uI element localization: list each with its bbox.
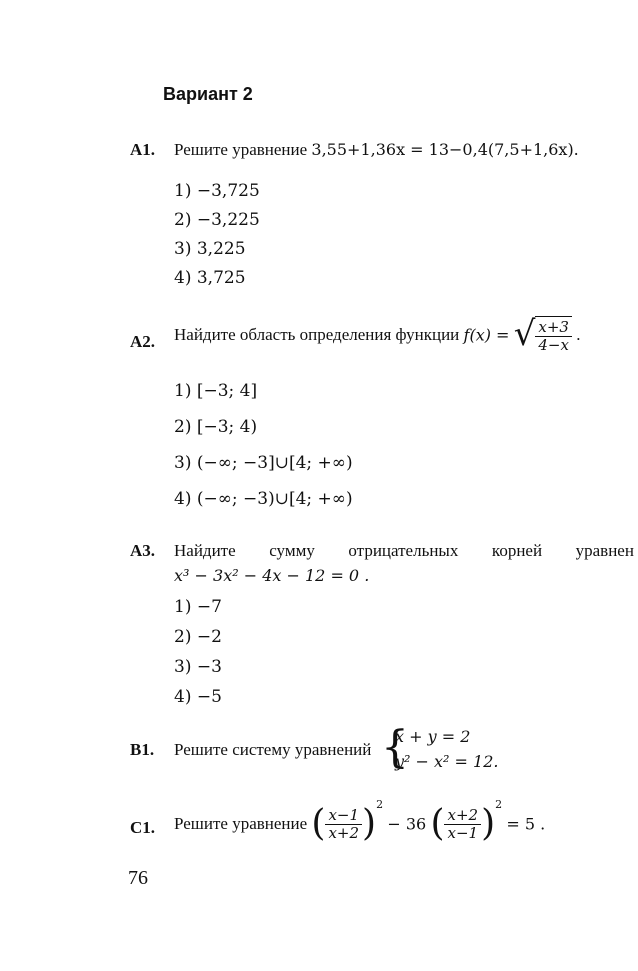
- fraction-c1-second-denominator: x−1: [447, 823, 479, 842]
- problem-a3-word: Найдите: [174, 541, 236, 560]
- problem-c1-tail: = 5 .: [506, 814, 546, 834]
- problem-a3-word: отрицательных: [348, 541, 459, 560]
- fraction-c1-second-numerator: x+2: [444, 807, 481, 825]
- answer-a2-2: 2) [−3; 4): [174, 417, 258, 437]
- problem-number-b1: B1.: [130, 740, 155, 759]
- problem-a2-text: Найдите область определения функции: [174, 325, 460, 344]
- fraction-c1-first-denominator: x+2: [328, 823, 360, 842]
- answer-a1-2: 2) −3,225: [174, 210, 260, 230]
- page-number: 76: [128, 867, 148, 889]
- problem-c1-text: Решите уравнение: [174, 814, 308, 834]
- problem-number-a1: A1.: [130, 140, 156, 159]
- problem-b1-text: Решите систему уравнений: [174, 740, 372, 759]
- problem-a1-text: Решите уравнение: [174, 140, 308, 159]
- variant-title: Вариант 2: [163, 84, 253, 104]
- problem-a1-equation: 3,55+1,36x = 13−0,4(7,5+1,6x).: [311, 140, 579, 159]
- answer-a2-3: 3) (−∞; −3]∪[4; +∞): [174, 453, 353, 473]
- answer-a1-1: 1) −3,725: [174, 181, 260, 201]
- left-paren: (: [430, 803, 445, 845]
- fraction-a2-numerator: x+3: [535, 319, 572, 337]
- problem-a2-func: f(x) =: [463, 325, 510, 345]
- problem-a3-word: сумму: [269, 541, 315, 560]
- right-paren: ): [362, 803, 377, 845]
- sqrt-body: [535, 316, 572, 354]
- answer-a2-4: 4) (−∞; −3)∪[4; +∞): [174, 489, 353, 509]
- system-equation-2: y² − x² = 12.: [395, 752, 499, 771]
- fraction-a2: [535, 319, 572, 354]
- problem-a3-text: [174, 541, 634, 561]
- fraction-a2-denominator: 4−x: [538, 336, 569, 354]
- sqrt-expression: [514, 316, 572, 354]
- answer-a3-2: 2) −2: [174, 627, 222, 647]
- problem-a2-statement: [174, 316, 580, 354]
- sqrt-icon: √: [513, 314, 536, 354]
- problem-a2-tail: .: [576, 325, 581, 344]
- problem-a3-word: уравнен: [575, 541, 634, 560]
- answer-a3-1: 1) −7: [174, 597, 222, 617]
- problem-a1-statement: [174, 140, 579, 160]
- answer-a3-4: 4) −5: [174, 687, 222, 707]
- answer-a3-3: 3) −3: [174, 657, 222, 677]
- problem-number-a3: A3.: [130, 541, 156, 560]
- problem-a3-word: корней: [491, 541, 543, 560]
- fraction-c1-first-numerator: x−1: [325, 807, 362, 825]
- problem-number-a2: A2.: [130, 332, 156, 351]
- brace-icon: {: [381, 722, 409, 773]
- problem-c1-statement: [174, 798, 546, 845]
- problem-number-c1: C1.: [130, 818, 156, 837]
- fraction-c1-second: [444, 807, 481, 842]
- left-paren: (: [311, 803, 326, 845]
- equation-system: [381, 722, 499, 777]
- coefficient: − 36: [387, 814, 427, 834]
- exponent-first: 2: [376, 798, 384, 811]
- fraction-c1-first: [325, 807, 362, 842]
- problem-a3-equation: x³ − 3x² − 4x − 12 = 0 .: [174, 566, 370, 585]
- answer-a1-4: 4) 3,725: [174, 268, 246, 288]
- system-equation-1: x + y = 2: [395, 727, 471, 746]
- answer-a1-3: 3) 3,225: [174, 239, 246, 259]
- answer-a2-1: 1) [−3; 4]: [174, 381, 258, 401]
- right-paren: ): [481, 803, 496, 845]
- exponent-second: 2: [495, 798, 503, 811]
